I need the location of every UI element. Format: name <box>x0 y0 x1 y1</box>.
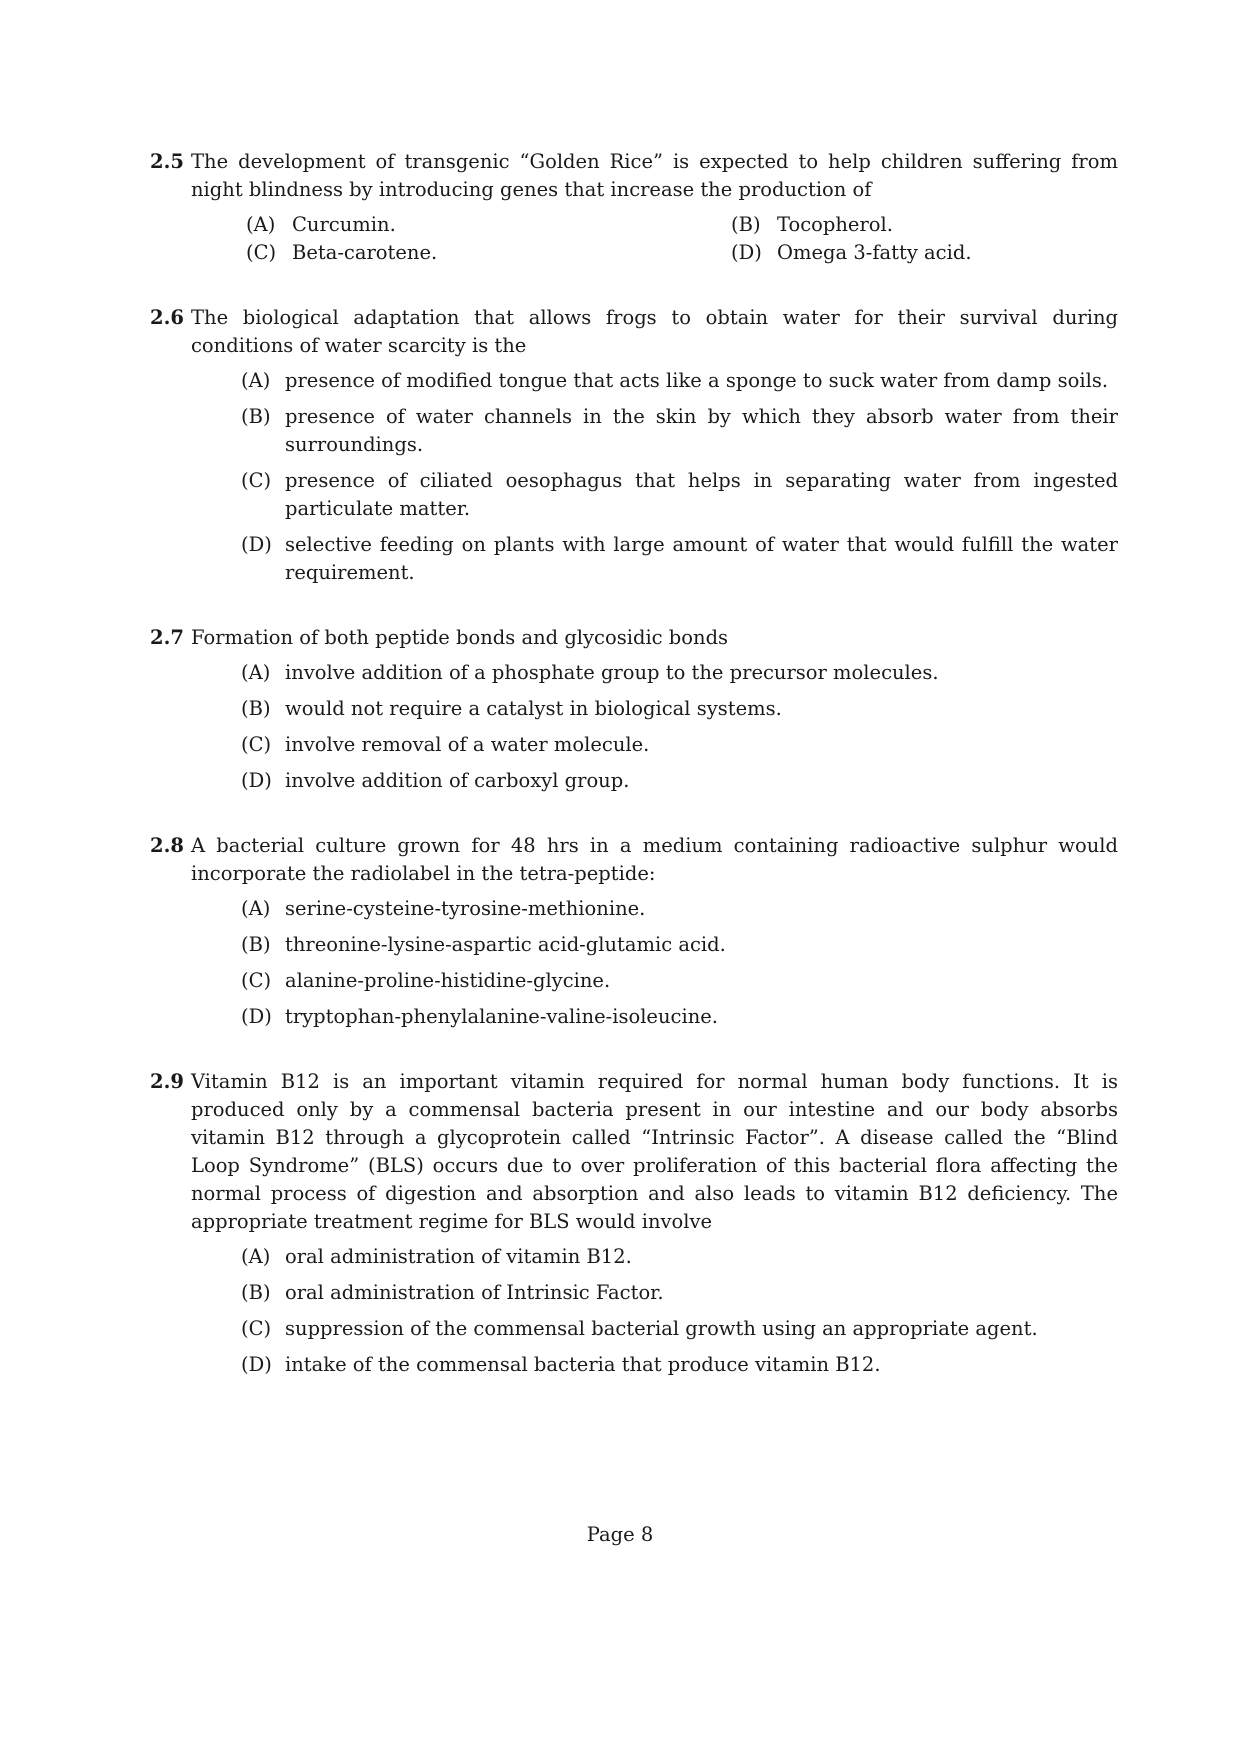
question-number: 2.9 <box>150 1070 184 1093</box>
question-text: The biological adaptation that allows frogs to obtain water for their survival during conditions of water scarcity is the <box>191 306 1118 357</box>
option-letter: (C) <box>241 733 272 756</box>
option-letter: (C) <box>241 469 272 492</box>
question-number: 2.8 <box>150 834 184 857</box>
option-a <box>241 659 1118 687</box>
option-a <box>241 367 1118 395</box>
option-letter: (D) <box>241 769 272 792</box>
option-c <box>241 1315 1118 1343</box>
option-text: presence of ciliated oesophagus that helps in separating water from ingested particulate matter. <box>285 469 1118 520</box>
option-text: oral administration of vitamin B12. <box>285 1245 632 1268</box>
options-list <box>191 895 1118 1031</box>
option-text: involve addition of carboxyl group. <box>285 769 630 792</box>
option-text: Tocopherol. <box>777 213 893 236</box>
option-text: involve addition of a phosphate group to the precursor molecules. <box>285 661 939 684</box>
option-letter: (A) <box>241 369 271 392</box>
option-d <box>241 1003 1118 1031</box>
question-2-9 <box>150 1068 1118 1379</box>
option-text: suppression of the commensal bacterial growth using an appropriate agent. <box>285 1317 1038 1340</box>
option-a <box>241 1243 1118 1271</box>
option-a <box>246 211 731 239</box>
options-list <box>191 1243 1118 1379</box>
question-2-5 <box>150 148 1118 267</box>
page-number: Page 8 <box>586 1523 654 1546</box>
question-text: A bacterial culture grown for 48 hrs in a medium containing radioactive sulphur would incorporate the radiolabel in the tetra-peptide: <box>191 834 1118 885</box>
option-letter: (C) <box>241 969 272 992</box>
option-letter: (B) <box>241 697 271 720</box>
option-text: threonine-lysine-aspartic acid-glutamic acid. <box>285 933 726 956</box>
option-b <box>241 403 1118 459</box>
question-text: Vitamin B12 is an important vitamin required for normal human body functions. It is produced only by a commensal bacteria present in our intestine and our body absorbs vitamin B12 through a glycoprotein called “Intrinsic Factor”. A disease called the “Blind Loop Syndrome” (BLS) occurs due to over proliferation of this bacterial flora affecting the normal process of digestion and absorption and also leads to vitamin B12 deficiency. The appropriate treatment regime for BLS would involve <box>191 1070 1118 1233</box>
options-list <box>191 211 1118 267</box>
option-b <box>241 1279 1118 1307</box>
option-text: serine-cysteine-tyrosine-methionine. <box>285 897 646 920</box>
option-d <box>241 767 1118 795</box>
option-letter: (D) <box>731 241 762 264</box>
question-text: Formation of both peptide bonds and glycosidic bonds <box>191 626 729 649</box>
option-b <box>241 931 1118 959</box>
option-letter: (B) <box>241 1281 271 1304</box>
question-2-8 <box>150 832 1118 1031</box>
option-text: oral administration of Intrinsic Factor. <box>285 1281 664 1304</box>
question-number: 2.5 <box>150 150 184 173</box>
option-text: presence of modified tongue that acts like a sponge to suck water from damp soils. <box>285 369 1109 392</box>
option-letter: (C) <box>241 1317 272 1340</box>
option-d <box>731 239 1131 267</box>
option-text: Omega 3-fatty acid. <box>777 241 972 264</box>
option-text: presence of water channels in the skin by which they absorb water from their surroundings. <box>285 405 1118 456</box>
option-letter: (B) <box>241 933 271 956</box>
questions-container <box>150 148 1118 1416</box>
options-list <box>191 659 1118 795</box>
option-letter: (A) <box>241 897 271 920</box>
option-c <box>241 967 1118 995</box>
question-2-7 <box>150 624 1118 795</box>
option-c <box>241 731 1118 759</box>
option-letter: (D) <box>241 1353 272 1376</box>
option-letter: (B) <box>731 213 761 236</box>
option-c <box>241 467 1118 523</box>
option-text: selective feeding on plants with large amount of water that would fulfill the water requirement. <box>285 533 1118 584</box>
question-number: 2.6 <box>150 306 184 329</box>
option-letter: (A) <box>241 661 271 684</box>
option-letter: (D) <box>241 533 272 556</box>
option-d <box>241 531 1118 587</box>
options-list <box>191 367 1118 587</box>
option-text: tryptophan-phenylalanine-valine-isoleucine. <box>285 1005 718 1028</box>
option-letter: (D) <box>241 1005 272 1028</box>
option-text: intake of the commensal bacteria that produce vitamin B12. <box>285 1353 881 1376</box>
option-text: Curcumin. <box>292 213 396 236</box>
option-text: would not require a catalyst in biological systems. <box>285 697 782 720</box>
option-text: Beta-carotene. <box>292 241 438 264</box>
option-a <box>241 895 1118 923</box>
option-letter: (A) <box>246 213 276 236</box>
option-c <box>246 239 731 267</box>
option-text: involve removal of a water molecule. <box>285 733 650 756</box>
option-text: alanine-proline-histidine-glycine. <box>285 969 611 992</box>
option-d <box>241 1351 1118 1379</box>
option-letter: (B) <box>241 405 271 428</box>
option-letter: (C) <box>246 241 277 264</box>
question-text: The development of transgenic “Golden Rice” is expected to help children suffering from night blindness by introducing genes that increase the production of <box>191 150 1118 201</box>
option-b <box>241 695 1118 723</box>
question-number: 2.7 <box>150 626 184 649</box>
question-2-6 <box>150 304 1118 587</box>
option-letter: (A) <box>241 1245 271 1268</box>
option-b <box>731 211 1131 239</box>
